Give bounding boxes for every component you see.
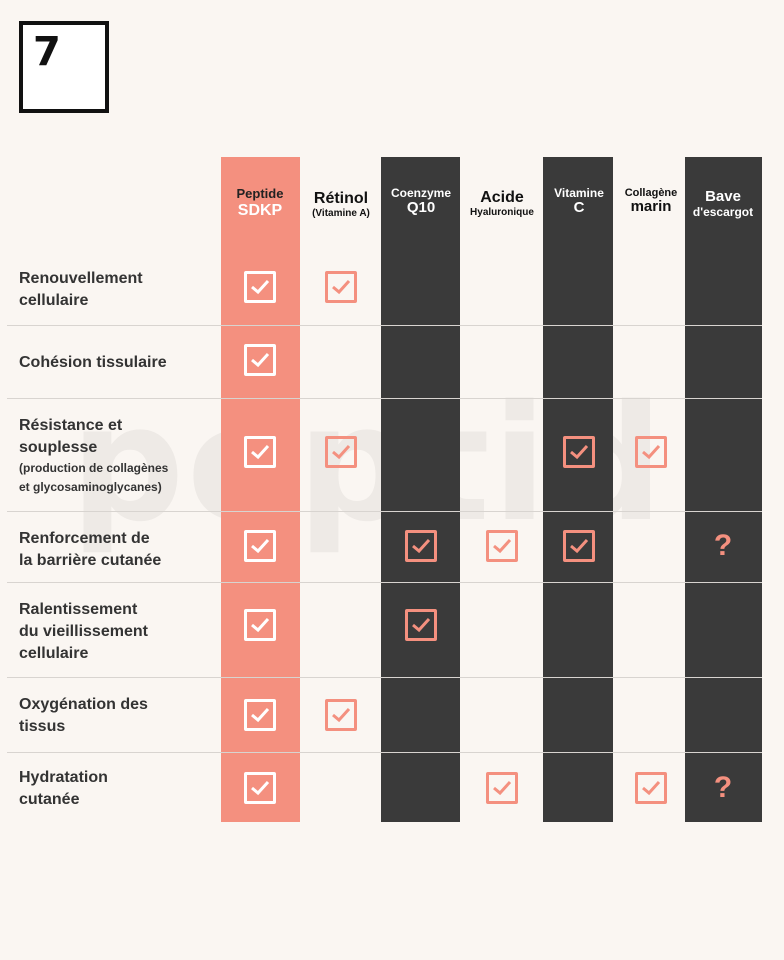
column-header-line1: Bave xyxy=(705,188,741,205)
row-label-subline: (production de collagènes xyxy=(19,461,169,475)
question-mark: ? xyxy=(713,771,733,804)
column-background xyxy=(462,157,541,822)
checkbox-checked-icon xyxy=(244,271,276,303)
row-separator xyxy=(7,325,762,326)
row-label-line: cellulaire xyxy=(19,292,89,309)
checkbox-checked-icon xyxy=(486,772,518,804)
column-header-line2: d'escargot xyxy=(692,204,754,219)
row-label xyxy=(19,415,219,497)
column-header-line1: Vitamine xyxy=(554,186,604,200)
checkbox-checked-icon xyxy=(563,530,595,562)
row-label-line: Renforcement de xyxy=(19,530,150,547)
row-label-line: souplesse xyxy=(19,439,98,456)
row-label-line: Oxygénation des xyxy=(19,696,148,713)
checkbox-checked-icon xyxy=(635,772,667,804)
row-label-line: cellulaire xyxy=(19,645,89,662)
question-mark: ? xyxy=(713,529,733,562)
checkbox-checked-icon xyxy=(563,436,595,468)
row-separator xyxy=(7,582,762,583)
column-header-line2: SDKP xyxy=(237,201,283,219)
column-header-line2: C xyxy=(573,199,585,217)
row-label xyxy=(19,528,219,572)
row-label-line: Ralentissement xyxy=(19,601,138,618)
checkbox-checked-icon xyxy=(244,530,276,562)
column-background xyxy=(381,157,460,822)
row-label-line: du vieillissement xyxy=(19,623,148,640)
column-header xyxy=(215,187,305,219)
column-header-line1: Collagène xyxy=(624,187,678,199)
checkbox-checked-icon xyxy=(325,436,357,468)
column-background xyxy=(543,157,613,822)
column-header-line2: Q10 xyxy=(406,199,436,217)
checkbox-checked-icon xyxy=(244,609,276,641)
column-header xyxy=(678,189,768,219)
checkbox-checked-icon xyxy=(325,699,357,731)
column-background xyxy=(624,157,682,822)
checkbox-checked-icon xyxy=(244,772,276,804)
column-background xyxy=(685,157,762,822)
row-label xyxy=(19,694,219,738)
row-label xyxy=(19,352,219,374)
column-header xyxy=(296,190,386,219)
row-label-line: Résistance et xyxy=(19,417,123,434)
checkbox-checked-icon xyxy=(405,530,437,562)
row-label-line: Cohésion tissulaire xyxy=(19,354,167,371)
row-label xyxy=(19,767,219,811)
checkbox-checked-icon xyxy=(405,609,437,641)
column-header-line1: Rétinol xyxy=(313,190,369,207)
checkbox-checked-icon xyxy=(486,530,518,562)
column-header-line1: Acide xyxy=(480,189,524,206)
checkbox-checked-icon xyxy=(635,436,667,468)
row-label-subline: et glycosaminoglycanes) xyxy=(19,480,162,494)
column-header xyxy=(376,187,466,217)
checkbox-checked-icon xyxy=(325,271,357,303)
row-label-line: Renouvellement xyxy=(19,270,143,287)
row-label-line: la barrière cutanée xyxy=(19,552,162,569)
checkbox-checked-icon xyxy=(244,699,276,731)
checkbox-checked-icon xyxy=(244,436,276,468)
column-header-line1: Peptide xyxy=(236,186,284,201)
row-separator xyxy=(7,398,762,399)
row-label xyxy=(19,599,219,665)
column-header-line2: Hyaluronique xyxy=(470,206,534,218)
step-number: 7 xyxy=(33,29,61,75)
column-header-line2: (Vitamine A) xyxy=(312,207,370,219)
checkbox-checked-icon xyxy=(244,344,276,376)
row-separator xyxy=(7,752,762,753)
row-separator xyxy=(7,677,762,678)
row-label-line: Hydratation xyxy=(19,769,108,786)
step-number-badge xyxy=(19,21,109,113)
column-header-line1: Coenzyme xyxy=(390,186,452,200)
row-separator xyxy=(7,511,762,512)
column-header-line2: marin xyxy=(630,198,672,216)
row-label xyxy=(19,268,219,312)
row-label-line: tissus xyxy=(19,718,66,735)
row-label-line: cutanée xyxy=(19,791,80,808)
